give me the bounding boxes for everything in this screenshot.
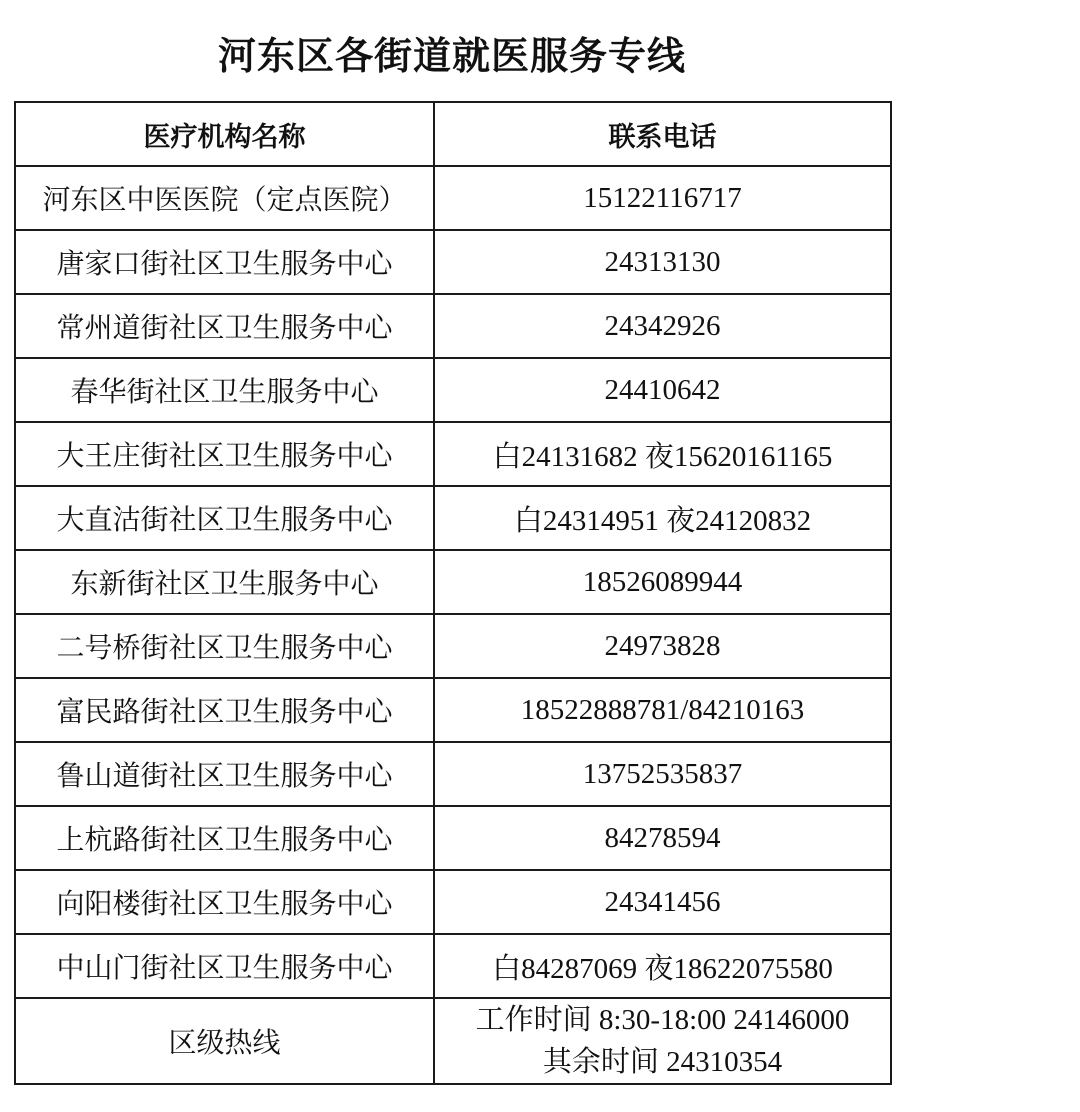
institution-name: 唐家口街社区卫生服务中心 xyxy=(15,230,434,294)
institution-name: 中山门街社区卫生服务中心 xyxy=(15,934,434,998)
table-row xyxy=(15,422,891,486)
table-row xyxy=(15,486,891,550)
institution-name: 河东区中医医院（定点医院） xyxy=(15,166,434,230)
institution-name: 大王庄街社区卫生服务中心 xyxy=(15,422,434,486)
institution-name: 鲁山道街社区卫生服务中心 xyxy=(15,742,434,806)
table-row xyxy=(15,934,891,998)
phone-number: 24973828 xyxy=(434,614,891,678)
table-row xyxy=(15,742,891,806)
phone-number: 24410642 xyxy=(434,358,891,422)
institution-name: 上杭路街社区卫生服务中心 xyxy=(15,806,434,870)
table-header-row xyxy=(15,102,891,166)
institution-name: 常州道街社区卫生服务中心 xyxy=(15,294,434,358)
institution-name: 春华街社区卫生服务中心 xyxy=(15,358,434,422)
institution-name: 东新街社区卫生服务中心 xyxy=(15,550,434,614)
table-row xyxy=(15,358,891,422)
institution-name: 大直沽街社区卫生服务中心 xyxy=(15,486,434,550)
phone-number: 18526089944 xyxy=(434,550,891,614)
institution-name: 向阳楼街社区卫生服务中心 xyxy=(15,870,434,934)
table-row xyxy=(15,678,891,742)
table-row xyxy=(15,166,891,230)
phone-number: 24313130 xyxy=(434,230,891,294)
off-hours-line: 其余时间 24310354 xyxy=(542,1046,783,1078)
table-row xyxy=(15,230,891,294)
phone-number: 24342926 xyxy=(434,294,891,358)
phone-number: 白84287069 夜18622075580 xyxy=(434,934,891,998)
institution-name: 富民路街社区卫生服务中心 xyxy=(15,678,434,742)
hotline-table xyxy=(14,101,892,1085)
table-row xyxy=(15,614,891,678)
district-hotline-label: 区级热线 xyxy=(15,998,434,1084)
district-hotline-phones xyxy=(434,998,891,1084)
phone-number: 15122116717 xyxy=(434,166,891,230)
phone-number: 24341456 xyxy=(434,870,891,934)
phone-number: 白24314951 夜24120832 xyxy=(434,486,891,550)
phone-number: 13752535837 xyxy=(434,742,891,806)
page-title: 河东区各街道就医服务专线 xyxy=(217,33,686,78)
work-hours-line: 工作时间 8:30-18:00 24146000 xyxy=(475,1004,850,1036)
table-row xyxy=(15,870,891,934)
table-row-district-hotline xyxy=(15,998,891,1084)
column-header-phone: 联系电话 xyxy=(434,102,891,166)
institution-name: 二号桥街社区卫生服务中心 xyxy=(15,614,434,678)
table-row xyxy=(15,294,891,358)
phone-number: 白24131682 夜15620161165 xyxy=(434,422,891,486)
table-row xyxy=(15,550,891,614)
column-header-institution: 医疗机构名称 xyxy=(15,102,434,166)
phone-number: 84278594 xyxy=(434,806,891,870)
table-row xyxy=(15,806,891,870)
phone-number: 18522888781/84210163 xyxy=(434,678,891,742)
